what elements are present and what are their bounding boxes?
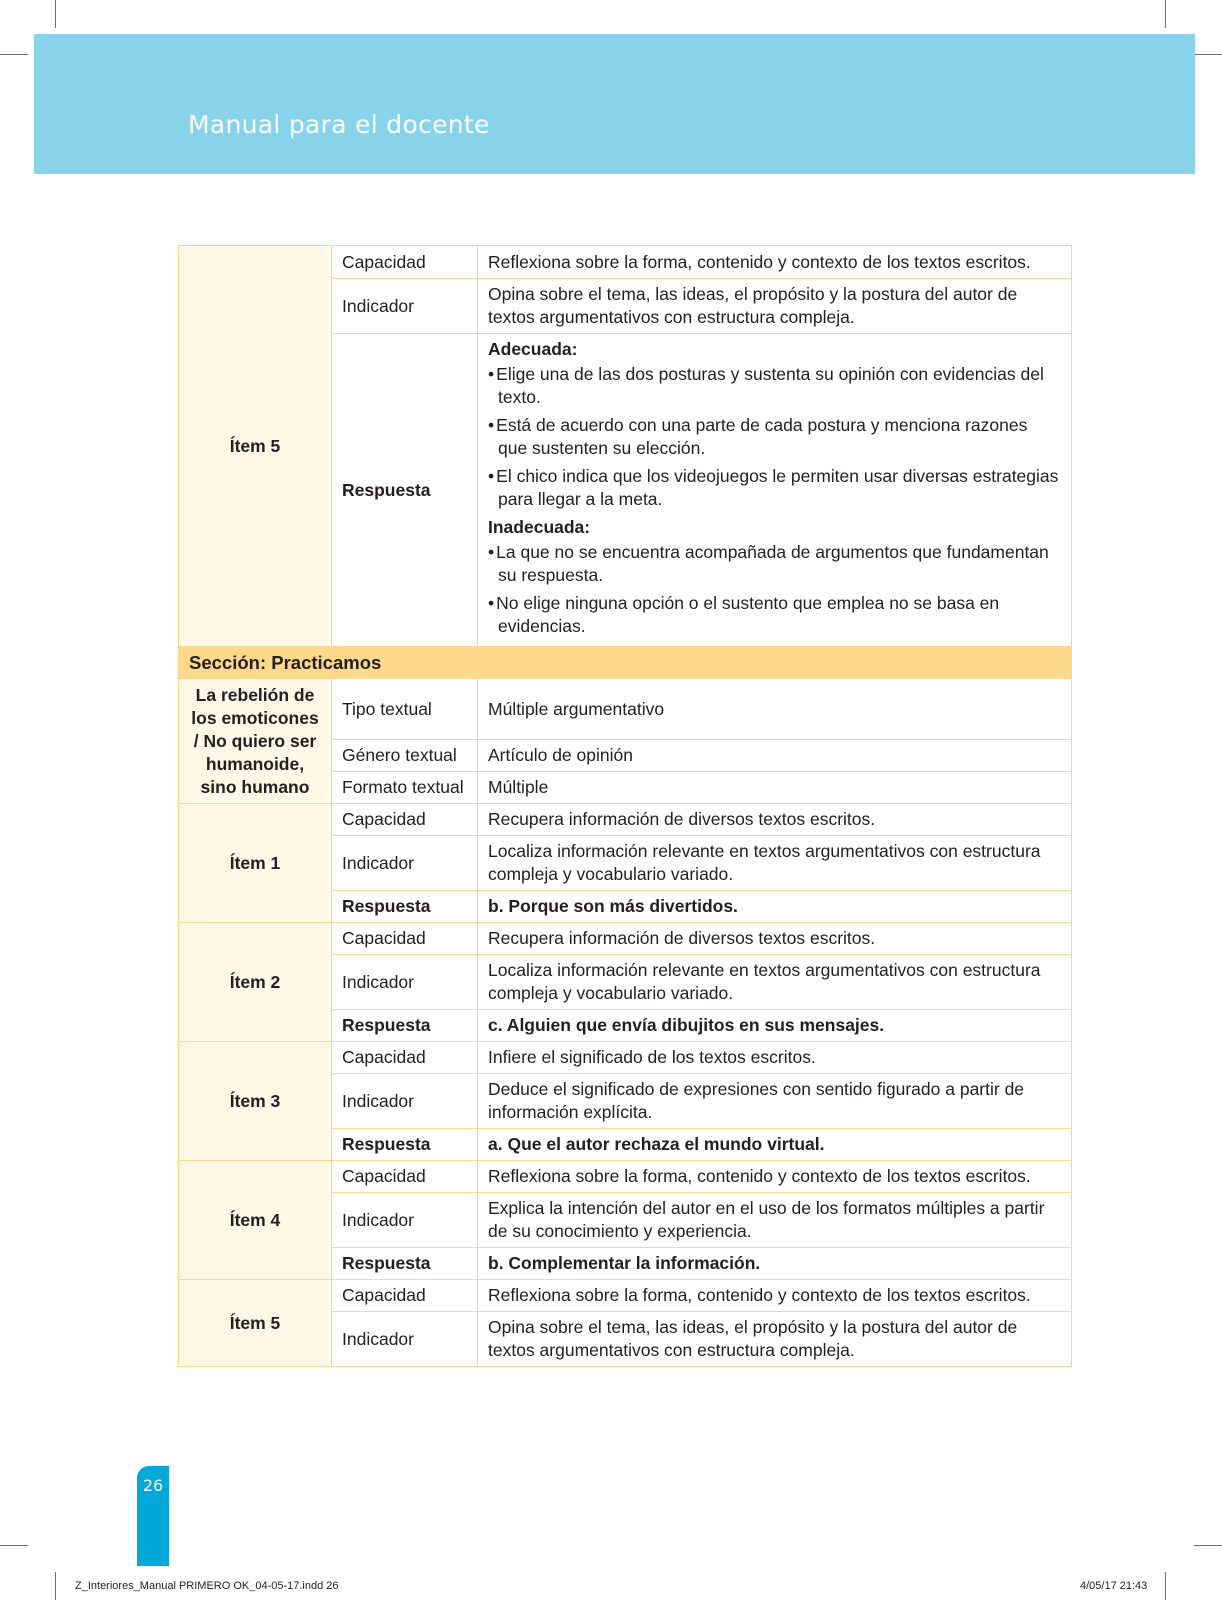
capacidad-value: Infiere el significado de los textos escritos. bbox=[478, 1042, 1072, 1074]
indicador-value: Explica la intención del autor en el uso de los formatos múltiples a partir de su conocimiento y experiencia. bbox=[478, 1193, 1072, 1248]
table-row bbox=[179, 246, 1072, 279]
adecuada-heading: Adecuada: bbox=[488, 339, 578, 359]
inadecuada-list bbox=[488, 541, 1061, 638]
item-label: Ítem 5 bbox=[179, 246, 332, 647]
list-item: • La que no se encuentra acompañada de argumentos que fundamentan su respuesta. bbox=[488, 541, 1061, 587]
table-row bbox=[179, 1042, 1072, 1074]
slug-date: 4/05/17 21:43 bbox=[1080, 1580, 1148, 1592]
crop-mark bbox=[55, 0, 56, 28]
tipo-textual-label: Tipo textual bbox=[332, 679, 478, 740]
indicador-label: Indicador bbox=[332, 836, 478, 891]
page-number: 26 bbox=[142, 1476, 164, 1495]
respuesta-value: a. Que el autor rechaza el mundo virtual. bbox=[478, 1129, 1072, 1161]
genero-textual-value: Artículo de opinión bbox=[478, 740, 1072, 772]
table-row bbox=[179, 923, 1072, 955]
respuesta-label: Respuesta bbox=[332, 1129, 478, 1161]
respuesta-label: Respuesta bbox=[332, 1010, 478, 1042]
tipo-textual-value: Múltiple argumentativo bbox=[478, 679, 1072, 740]
item-label: Ítem 4 bbox=[179, 1161, 332, 1280]
respuesta-label: Respuesta bbox=[332, 1248, 478, 1280]
page-title: Manual para el docente bbox=[188, 110, 490, 139]
indicador-value: Opina sobre el tema, las ideas, el propósito y la postura del autor de textos argumentativos con estructura compleja. bbox=[478, 1312, 1072, 1367]
item-label: Ítem 5 bbox=[179, 1280, 332, 1367]
item-label: Ítem 1 bbox=[179, 804, 332, 923]
capacidad-label: Capacidad bbox=[332, 1042, 478, 1074]
crop-mark bbox=[55, 1572, 56, 1600]
table-row bbox=[179, 1280, 1072, 1312]
indicador-value: Opina sobre el tema, las ideas, el propósito y la postura del autor de textos argumentativos con estructura compleja. bbox=[478, 279, 1072, 334]
evaluation-table bbox=[178, 245, 1072, 1367]
capacidad-label: Capacidad bbox=[332, 1161, 478, 1193]
capacidad-label: Capacidad bbox=[332, 246, 478, 279]
capacidad-value: Reflexiona sobre la forma, contenido y contexto de los textos escritos. bbox=[478, 1161, 1072, 1193]
capacidad-value: Reflexiona sobre la forma, contenido y contexto de los textos escritos. bbox=[478, 1280, 1072, 1312]
section-header: Sección: Practicamos bbox=[179, 647, 1072, 679]
crop-mark bbox=[1165, 0, 1166, 28]
list-item: • No elige ninguna opción o el sustento que emplea no se basa en evidencias. bbox=[488, 592, 1061, 638]
item-label: Ítem 2 bbox=[179, 923, 332, 1042]
formato-textual-value: Múltiple bbox=[478, 772, 1072, 804]
inadecuada-heading: Inadecuada: bbox=[488, 517, 591, 537]
adecuada-list bbox=[488, 363, 1061, 511]
genero-textual-label: Género textual bbox=[332, 740, 478, 772]
capacidad-value: Recupera información de diversos textos escritos. bbox=[478, 923, 1072, 955]
respuesta-value: b. Porque son más divertidos. bbox=[478, 891, 1072, 923]
respuesta-value: b. Complementar la información. bbox=[478, 1248, 1072, 1280]
list-item: • El chico indica que los videojuegos le permiten usar diversas estrategias para llegar a la meta. bbox=[488, 465, 1061, 511]
table-row bbox=[179, 647, 1072, 679]
table-row bbox=[179, 679, 1072, 740]
crop-mark bbox=[1165, 1572, 1166, 1600]
respuesta-label: Respuesta bbox=[332, 334, 478, 647]
list-item: • Está de acuerdo con una parte de cada postura y menciona razones que sustenten su elección. bbox=[488, 414, 1061, 460]
indicador-label: Indicador bbox=[332, 1312, 478, 1367]
item-label: Ítem 3 bbox=[179, 1042, 332, 1161]
crop-mark bbox=[0, 54, 28, 55]
text-title: La rebelión de los emoticones / No quiero ser humanoide, sino humano bbox=[179, 679, 332, 804]
indicador-label: Indicador bbox=[332, 1193, 478, 1248]
table-row bbox=[179, 1161, 1072, 1193]
indicador-value: Deduce el significado de expresiones con sentido figurado a partir de información explícita. bbox=[478, 1074, 1072, 1129]
respuesta-label: Respuesta bbox=[332, 891, 478, 923]
capacidad-value: Recupera información de diversos textos escritos. bbox=[478, 804, 1072, 836]
capacidad-value: Reflexiona sobre la forma, contenido y contexto de los textos escritos. bbox=[478, 246, 1072, 279]
capacidad-label: Capacidad bbox=[332, 923, 478, 955]
indicador-value: Localiza información relevante en textos argumentativos con estructura compleja y vocabulario variado. bbox=[478, 955, 1072, 1010]
indicador-label: Indicador bbox=[332, 1074, 478, 1129]
table-row bbox=[179, 804, 1072, 836]
slug-file: Z_Interiores_Manual PRIMERO OK_04-05-17.indd 26 bbox=[75, 1580, 339, 1592]
crop-mark bbox=[1194, 1545, 1222, 1546]
respuesta-value: c. Alguien que envía dibujitos en sus mensajes. bbox=[478, 1010, 1072, 1042]
respuesta-value bbox=[478, 334, 1072, 647]
indicador-label: Indicador bbox=[332, 955, 478, 1010]
capacidad-label: Capacidad bbox=[332, 1280, 478, 1312]
list-item: • Elige una de las dos posturas y sustenta su opinión con evidencias del texto. bbox=[488, 363, 1061, 409]
indicador-value: Localiza información relevante en textos argumentativos con estructura compleja y vocabulario variado. bbox=[478, 836, 1072, 891]
header-band bbox=[34, 34, 1195, 174]
crop-mark bbox=[0, 1545, 28, 1546]
capacidad-label: Capacidad bbox=[332, 804, 478, 836]
crop-mark bbox=[1194, 54, 1222, 55]
indicador-label: Indicador bbox=[332, 279, 478, 334]
formato-textual-label: Formato textual bbox=[332, 772, 478, 804]
